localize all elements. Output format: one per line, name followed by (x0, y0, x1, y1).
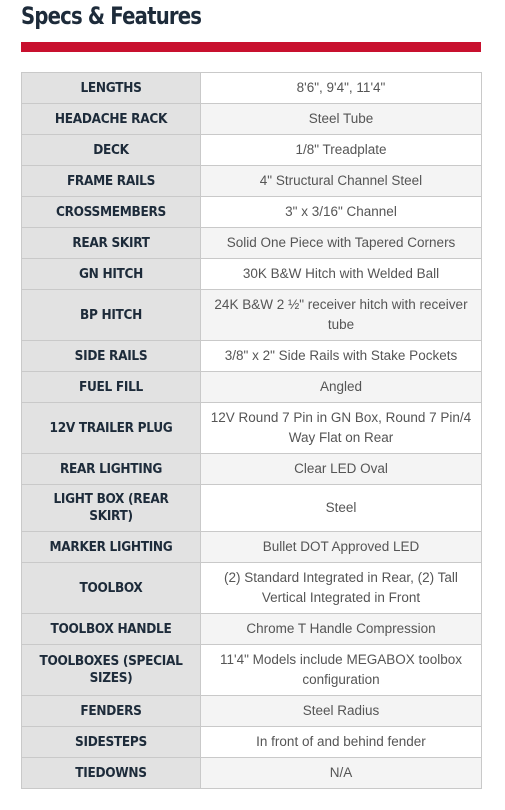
spec-row-12v-trailer-plug (22, 403, 482, 454)
spec-value: Chrome T Handle Compression (201, 614, 482, 645)
spec-row-toolbox-handle (22, 614, 482, 645)
accent-bar (21, 42, 481, 52)
spec-row-tiedowns (22, 758, 482, 789)
spec-value: 24K B&W 2 ½" receiver hitch with receiver tube (201, 290, 482, 341)
spec-value: Steel (201, 485, 482, 532)
spec-value: In front of and behind fender (201, 727, 482, 758)
spec-row-headache-rack (22, 104, 482, 135)
spec-label: CROSSMEMBERS (22, 197, 201, 228)
spec-row-crossmembers (22, 197, 482, 228)
spec-row-sidesteps (22, 727, 482, 758)
spec-label: FRAME RAILS (22, 166, 201, 197)
spec-row-rear-skirt (22, 228, 482, 259)
spec-value: 30K B&W Hitch with Welded Ball (201, 259, 482, 290)
spec-label: GN HITCH (22, 259, 201, 290)
spec-label: DECK (22, 135, 201, 166)
spec-label: FENDERS (22, 696, 201, 727)
spec-value: 4" Structural Channel Steel (201, 166, 482, 197)
spec-value: 8'6", 9'4", 11'4" (201, 73, 482, 104)
spec-value: 11'4" Models include MEGABOX toolbox configuration (201, 645, 482, 696)
spec-row-bp-hitch (22, 290, 482, 341)
spec-row-fenders (22, 696, 482, 727)
spec-label: TOOLBOX (22, 563, 201, 614)
spec-row-light-box (22, 485, 482, 532)
spec-row-deck (22, 135, 482, 166)
spec-row-toolbox (22, 563, 482, 614)
spec-value: 3/8" x 2" Side Rails with Stake Pockets (201, 341, 482, 372)
spec-value: Bullet DOT Approved LED (201, 532, 482, 563)
spec-label: REAR SKIRT (22, 228, 201, 259)
spec-label: LIGHT BOX (REAR SKIRT) (22, 485, 201, 532)
page-title: Specs & Features (21, 2, 202, 30)
spec-value: (2) Standard Integrated in Rear, (2) Tall Vertical Integrated in Front (201, 563, 482, 614)
spec-value: Steel Radius (201, 696, 482, 727)
spec-row-gn-hitch (22, 259, 482, 290)
spec-row-frame-rails (22, 166, 482, 197)
spec-label: LENGTHS (22, 73, 201, 104)
spec-label: SIDE RAILS (22, 341, 201, 372)
specs-table (21, 72, 482, 789)
spec-row-marker-lighting (22, 532, 482, 563)
spec-value: N/A (201, 758, 482, 789)
spec-row-toolboxes-special (22, 645, 482, 696)
spec-label: TOOLBOX HANDLE (22, 614, 201, 645)
spec-label: REAR LIGHTING (22, 454, 201, 485)
spec-row-rear-lighting (22, 454, 482, 485)
spec-label: BP HITCH (22, 290, 201, 341)
spec-row-lengths (22, 73, 482, 104)
spec-label: FUEL FILL (22, 372, 201, 403)
spec-value: Clear LED Oval (201, 454, 482, 485)
spec-label: SIDESTEPS (22, 727, 201, 758)
spec-value: Solid One Piece with Tapered Corners (201, 228, 482, 259)
spec-row-side-rails (22, 341, 482, 372)
spec-label: HEADACHE RACK (22, 104, 201, 135)
spec-label: MARKER LIGHTING (22, 532, 201, 563)
spec-row-fuel-fill (22, 372, 482, 403)
spec-value: 1/8" Treadplate (201, 135, 482, 166)
spec-value: Angled (201, 372, 482, 403)
spec-value: 12V Round 7 Pin in GN Box, Round 7 Pin/4 Way Flat on Rear (201, 403, 482, 454)
spec-label: 12V TRAILER PLUG (22, 403, 201, 454)
spec-label: TOOLBOXES (SPECIAL SIZES) (22, 645, 201, 696)
spec-label: TIEDOWNS (22, 758, 201, 789)
spec-value: Steel Tube (201, 104, 482, 135)
spec-value: 3" x 3/16" Channel (201, 197, 482, 228)
